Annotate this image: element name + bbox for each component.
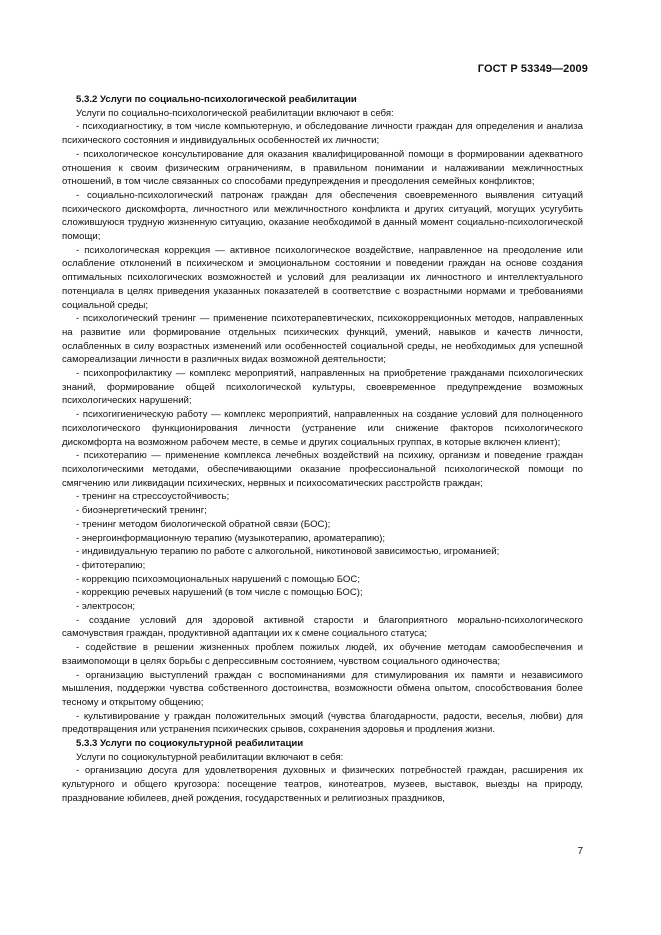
- list-item: - создание условий для здоровой активной старости и благоприятного морально-психологического самочувствия граждан, продуктивной адаптации их к смене социального статуса;: [62, 614, 583, 640]
- list-item: - индивидуальную терапию по работе с алкогольной, никотиновой зависимостью, игроманией;: [76, 546, 500, 558]
- list-item: - психологическое консультирование для оказания квалифицированной помощи в формировании адекватного отношения к своим физическим ограничениям, в правильном понимании и налаживании межличностных отношений, в том числе связанных со способами предупреждения и преодоления семейных конфликтов;: [62, 148, 583, 188]
- list-item: - психодиагностику, в том числе компьютерную, и обследование личности граждан для определения и анализа психического состояния и индивидуальных особенностей их личности;: [62, 121, 583, 147]
- list-item: - коррекцию психоэмоциональных нарушений с помощью БОС;: [76, 573, 360, 585]
- list-item: - фитотерапию;: [76, 559, 146, 571]
- list-item: - организацию выступлений граждан с воспоминаниями для стимулирования их памяти и независимого мышления, поддержки чувства собственного достоинства, возможности обмена опытом, способствования более тесному и открытому общению;: [62, 669, 583, 708]
- list-item: - психотерапию — применение комплекса лечебных воздействий на психику, организм и поведение граждан психологическими методами, обеспечивающими оказание профессиональной психологической помощи по смягчению или ликвидации психических, нервных и психосоматических расстройств граждан;: [62, 450, 583, 489]
- list-item: - организацию досуга для удовлетворения духовных и физических потребностей граждан, расширения их культурного и общего кругозора: посещение театров, кинотеатров, музеев, выставок, выезды на природу, празднование юбилеев, дней рождения, государственных и религиозных праздников,: [62, 765, 583, 804]
- list-item: - психологическая коррекция — активное психологическое воздействие, направленное на преодоление или ослабление отклонений в психическом и эмоциональном состоянии и поведении граждан на основе создания оптимальных психологических возможностей и условий для реализации их личностного и интеллектуального потенциала в целях приведения указанных показателей в соответствие с возрастными нормами и требованиями социальной среды;: [62, 244, 583, 311]
- list-item: - тренинг методом биологической обратной связи (БОС);: [76, 518, 331, 530]
- list-item: - тренинг на стрессоустойчивость;: [76, 491, 230, 503]
- list-item: - социально-психологический патронаж граждан для обеспечения своевременного выявления ситуаций психического дискомфорта, личностного или межличностного конфликта и других ситуаций, могущих усугубить сложившуюся трудную жизненную ситуацию, оказание необходимой в данный момент социально-психологической помощи;: [62, 189, 583, 243]
- section-intro: Услуги по социально-психологической реабилитации включают в себя:: [76, 107, 394, 119]
- section-heading-5-3-2: 5.3.2 Услуги по социально-психологической реабилитации: [76, 94, 357, 105]
- list-item: - коррекцию речевых нарушений (в том числе с помощью БОС);: [76, 587, 363, 599]
- page-number: 7: [577, 846, 583, 857]
- list-item: - психопрофилактику — комплекс мероприятий, направленных на приобретение гражданами психологических знаний, формирование общей психологической культуры, своевременное предупреждение возможных психологических нарушений;: [62, 368, 583, 407]
- list-item: - содействие в решении жизненных проблем пожилых людей, их обучение методам самообеспечения и взаимопомощи в целях борьбы с депрессивным состоянием, чувством социального одиночества;: [62, 642, 583, 667]
- section-heading-5-3-3: 5.3.3 Услуги по социокультурной реабилитации: [76, 738, 304, 750]
- document-body: [62, 93, 583, 806]
- list-item: - культивирование у граждан положительных эмоций (чувства благодарности, радости, веселья, любви) для предотвращения или устранения психических срывов, сохранения здоровья и продления жизни.: [62, 710, 583, 736]
- document-header: ГОСТ Р 53349—2009: [477, 63, 588, 75]
- list-item: - биоэнергетический тренинг;: [76, 505, 207, 517]
- list-item: - энергоинформационную терапию (музыкотерапию, ароматерапию);: [76, 532, 386, 544]
- list-item: - психогигиеническую работу — комплекс мероприятий, направленных на создание условий для полноценного психологического функционирования личности (устранение или снижение факторов психологического дискомфорта на возможном рабочем месте, в семье и других социальных группах, в которые включен клиент);: [62, 409, 583, 448]
- list-item: - электросон;: [76, 601, 136, 613]
- section-intro: Услуги по социокультурной реабилитации включают в себя:: [76, 751, 344, 763]
- list-item: - психологический тренинг — применение психотерапевтических, психокоррекционных методов, направленных на развитие или формирование отдельных психических функций, умений, навыков и качеств личности, ослабленных в силу возрастных изменений или особенностей социальной среды, не необходимых для успешной самореализации личности в различных видах возможной деятельности;: [62, 313, 583, 366]
